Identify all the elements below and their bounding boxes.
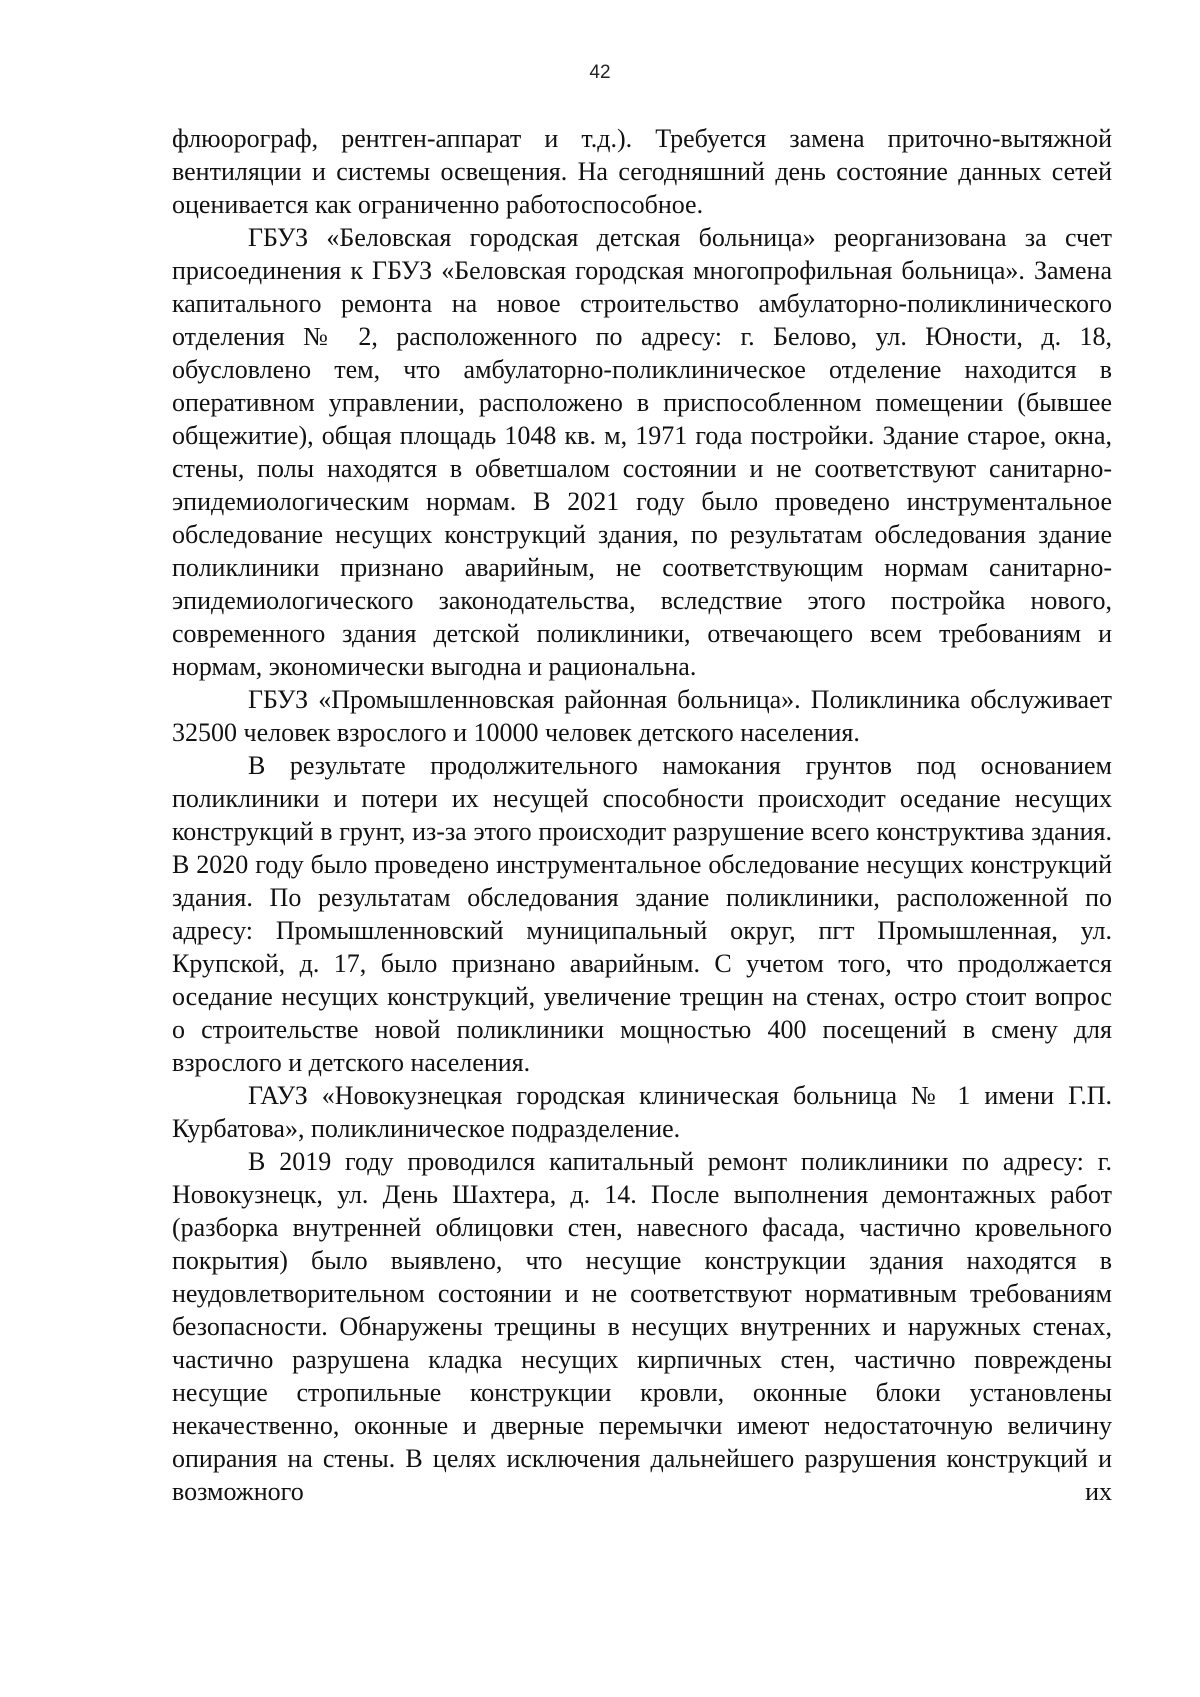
page-number: 42 <box>589 62 611 83</box>
paragraph-belovo-childrens-hospital: ГБУЗ «Беловская городская детская больница» реорганизована за счет присоединения к ГБУЗ «Беловская городская многопрофильная больница». Замена капитального ремонта на новое строительство амбулаторно-поликлинического отделения № 2, расположенного по адресу: г. Белово, ул. Юности, д. 18, обусловлено тем, что амбулаторно-поликлиническое отделение находится в оперативном управлении, расположено в приспособленном помещении (бывшее общежитие), общая площадь 1048 кв. м, 1971 года постройки. Здание старое, окна, стены, полы находятся в обветшалом состоянии и не соответствуют санитарно-эпидемиологическим нормам. В 2021 году было проведено инструментальное обследование несущих конструкций здания, по результатам обследования здание поликлиники признано аварийным, не соответствующим нормам санитарно-эпидемиологического законодательства, вследствие этого постройка нового, современного здания детской поликлиники, отвечающего всем требованиям и нормам, экономически выгодна и рациональна. <box>172 223 1112 681</box>
paragraph-novokuznetsk-hospital: ГАУЗ «Новокузнецкая городская клиническая больница № 1 имени Г.П. Курбатова», поликлиническое подразделение. <box>172 1081 1112 1143</box>
paragraph-promyshlennovskaya-soil: В результате продолжительного намокания грунтов под основанием поликлиники и потери их несущей способности происходит оседание несущих конструкций в грунт, из-за этого происходит разрушение всего конструктива здания. В 2020 году было проведено инструментальное обследование несущих конструкций здания. По результатам обследования здание поликлиники, расположенной по адресу: Промышленновский муниципальный округ, пгт Промышленная, ул. Крупской, д. 17, было признано аварийным. С учетом того, что продолжается оседание несущих конструкций, увеличение трещин на стенах, остро стоит вопрос о строительстве новой поликлиники мощностью 400 посещений в смену для взрослого и детского населения. <box>172 751 1112 1077</box>
paragraph-promyshlennovskaya-hospital: ГБУЗ «Промышленновская районная больница». Поликлиника обслуживает 32500 человек взрослого и 10000 человек детского населения. <box>172 685 1112 747</box>
body-text <box>172 122 1112 1508</box>
paragraph-equipment-continuation: флюорограф, рентген-аппарат и т.д.). Требуется замена приточно-вытяжной вентиляции и системы освещения. На сегодняшний день состояние данных сетей оценивается как ограниченно работоспособное. <box>172 124 1112 219</box>
paragraph-novokuznetsk-repair: В 2019 году проводился капитальный ремонт поликлиники по адресу: г. Новокузнецк, ул. День Шахтера, д. 14. После выполнения демонтажных работ (разборка внутренней облицовки стен, навесного фасада, частично кровельного покрытия) было выявлено, что несущие конструкции здания находятся в неудовлетворительном состоянии и не соответствуют нормативным требованиям безопасности. Обнаружены трещины в несущих внутренних и наружных стенах, частично разрушена кладка несущих кирпичных стен, частично повреждены несущие стропильные конструкции кровли, оконные блоки установлены некачественно, оконные и дверные перемычки имеют недостаточную величину опирания на стены. В целях исключения дальнейшего разрушения конструкций и возможного их <box>172 1147 1112 1506</box>
